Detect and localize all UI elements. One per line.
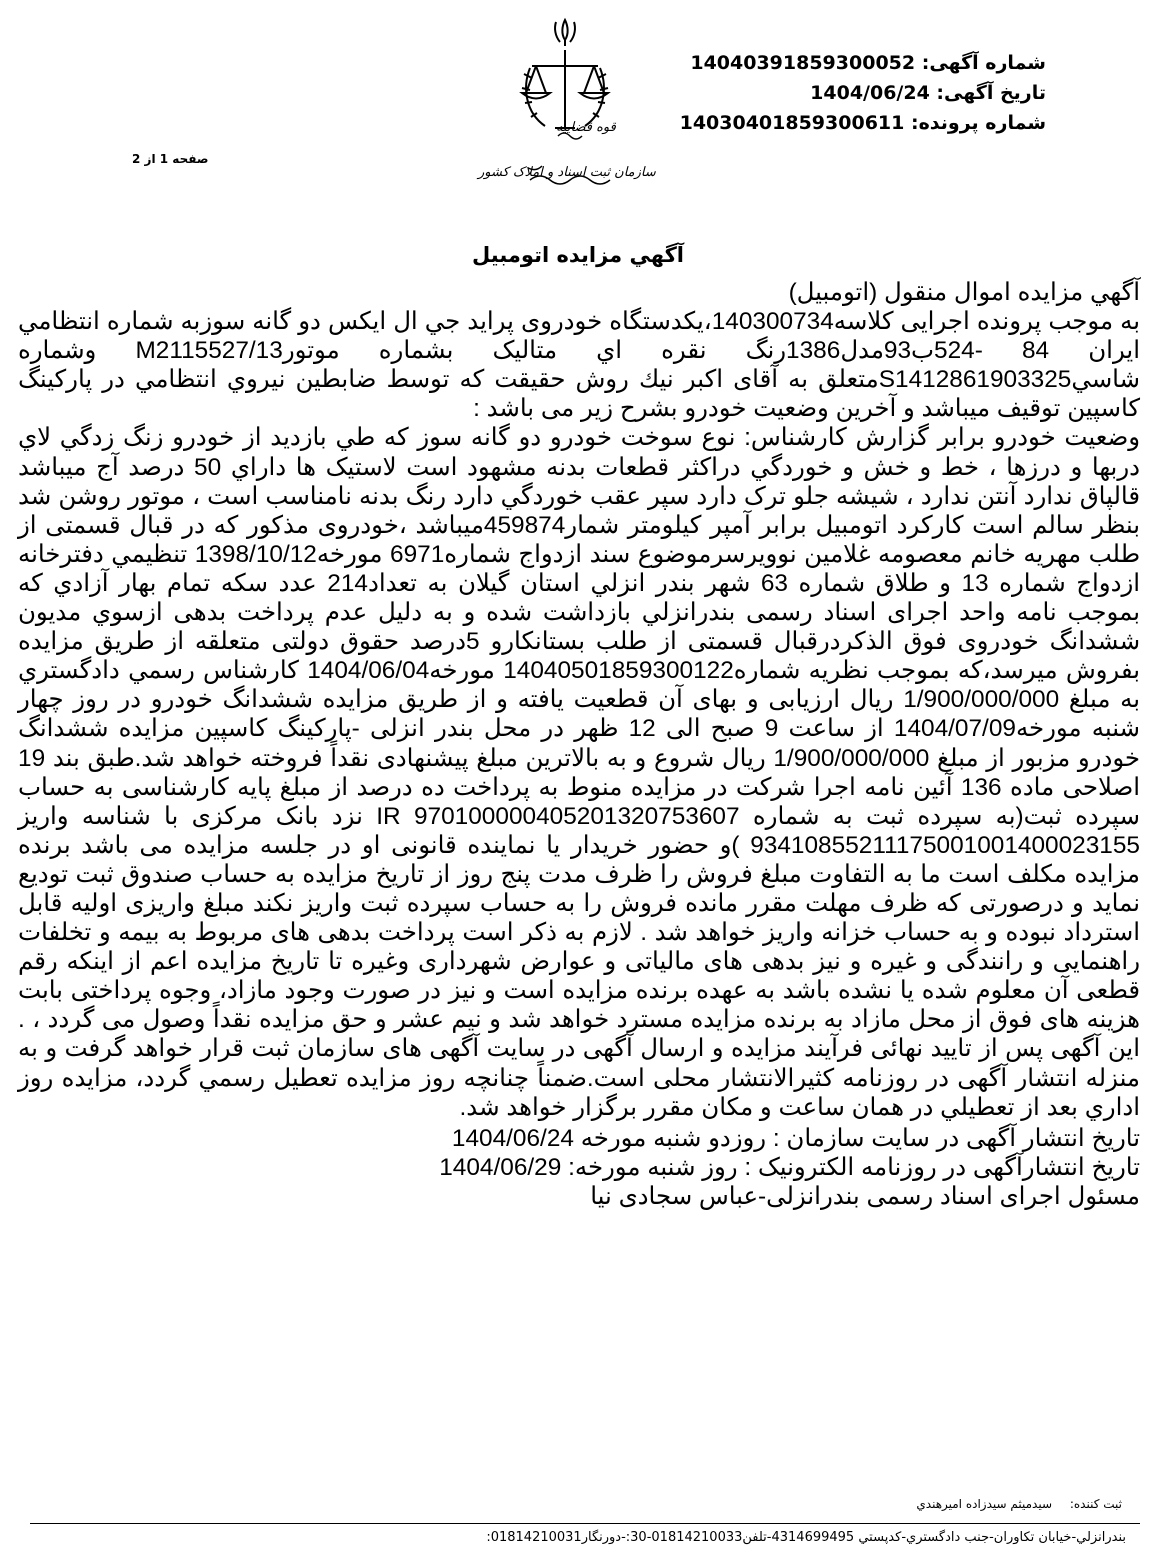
page-indicator: صفحه 1 از 2 xyxy=(132,152,209,166)
official-line: مسئول اجرای اسناد رسمی بندرانزلی-عباس سجادی نیا xyxy=(590,1182,1140,1210)
footer-divider xyxy=(30,1523,1140,1524)
emblem-caption-2: سازمان ثبت اسناد و املاک کشور xyxy=(478,165,656,180)
registrar-name: سیدمیثم سیدزاده امیرهندي xyxy=(916,1497,1053,1511)
ad-meta-block xyxy=(680,48,1046,138)
publish-site-line: تاریخ انتشار آگهی در سایت سازمان : روزدو شنبه مورخه 1404/06/24 xyxy=(451,1124,1140,1152)
page-title: آگهي مزايده اتومبيل xyxy=(472,243,684,267)
ad-number-value: 14040391859300052 xyxy=(690,52,916,74)
ad-number-row xyxy=(680,48,1046,78)
ad-date-row xyxy=(680,78,1046,108)
footer-address: بندرانزلي-خيابان تكاوران-جنب دادگستري-كدپستي 4314699495-تلفن01814210033-30:-دورنگار01814210031: xyxy=(486,1530,1126,1545)
publication-info xyxy=(18,1124,1140,1211)
publish-newspaper-line: تاریخ انتشارآگهی در روزنامه الکترونیک : روز شنبه مورخه: 1404/06/29 xyxy=(439,1153,1140,1181)
case-number-row xyxy=(680,108,1046,138)
notice-subtitle: آگهي مزايده اموال منقول (اتومبيل) xyxy=(788,279,1140,306)
registrar-line xyxy=(902,1497,1122,1511)
notice-paragraph: به موجب پرونده اجرایی کلاسه140300734،یکدستگاه خودروی پراید جي ال ايكس دو گانه سوزبه شماره انتظامي ايران 84 -524ب93مدل1386رنگ نقره اي متاليک بشماره موتورM2115527/13 وشماره شاسيS1412861903325متعلق به آقای اکبر نیك روش حقیقت که توسط ضابطین نيروي انتظامي در پارکینگ کاسپین توقیف میباشد و آخرین وضعیت خودرو بشرح زیر می باشد : xyxy=(18,308,1140,423)
ad-date-value: 1404/06/24 xyxy=(810,82,930,104)
ad-number-label: شماره آگهی: xyxy=(921,52,1046,74)
registrar-label: ثبت کننده: xyxy=(1069,1497,1122,1511)
ad-date-label: تاریخ آگهی: xyxy=(936,82,1046,104)
notice-body xyxy=(18,278,1140,1211)
notice-paragraph: وضعیت خودرو برابر گزارش کارشناس: نوع سوخت خودرو دو گانه سوز كه طي بازديد از خودرو زنگ زدگي لاي دربها و درزها ، خط و خش و خوردگي دراكثر قطعات بدنه مشهود است لاستيک ها داراي 50 درصد آج ميباشد قالپاق ندارد آنتن ندارد ، شيشه جلو ترک دارد سپر عقب خوردگي دارد رنگ بدنه نامناسب است ، موتور روشن شد بنظر سالم است كاركرد اتومبيل برابر آمپر كيلومتر شمار459874ميباشد ،خودروی مذکور که در قبال قسمتی از طلب مهریه خانم معصومه غلامين نوويرسرموضوع سند ازدواج شماره6971 مورخه1398/10/12 تنظيمي دفترخانه ازدواج شماره 13 و طلاق شماره 63 شهر بندر انزلي استان گيلان به تعداد214 عدد سكه تمام بهار آزادي كه بموجب نامه واحد اجرای اسناد رسمی بندرانزلي بازداشت شده و به دلیل عدم پرداخت بدهی ازسوي مديون ششدانگ خودروی فوق الذکردرقبال قسمتی از طلب بستانکارو 5درصد حقوق دولتی متعلقه از طریق مزایده بفروش میرسد،که بموجب نظریه شماره14040501859300122 مورخه1404/06/04 کارشناس رسمي دادگستري به مبلغ 1/900/000/000 ريال ارزيابی و بهای آن قطعيت يافته و از طريق مزايده ششدانگ خودرو در روز چهار شنبه مورخه1404/07/09 از ساعت 9 صبح الی 12 ظهر در محل بندر انزلی -پارکینگ کاسپین مزايده ششدانگ خودرو مزبور از مبلغ 1/900/000/000 ريال شروع و به بالاترين مبلغ پیشنهادی نقداً فروخته خواهد شد.طبق بند 19 اصلاحی ماده 136 آئین نامه اجرا شرکت در مزايده منوط به پرداخت ده درصد از مبلغ پايه کارشناسی به حساب سپرده ثبت(به سپرده ثبت به شماره IR 970100000405201320753607 نزد بانک مرکزی با شناسه واریز 93410855211175001001400023155 )و حضور خريدار يا نماينده قانونی او در جلسه مزايده می باشد برنده مزايده مکلف است ما به التفاوت مبلغ فروش را ظرف مدت پنج روز از تاريخ مزايده به حساب صندوق ثبت توديع نمايد و درصورتی که ظرف مهلت مقرر مانده فروش را به حساب سپرده ثبت واريز نکند مبلغ واريزی اوليه قابل استرداد نبوده و به حساب خزانه واريز خواهد شد . لازم به ذکر است پرداخت بدهی های مربوط به بیمه و تخلفات راهنمایی و رانندگی و غیره و نیز بدهی های مالیاتی و عوارض شهرداری وغیره تا تاریخ مزایده اعم از اینکه رقم قطعی آن معلوم شده یا نشده باشد به عهده برنده مزایده است و نیز در صورت وجود مازاد، وجوه پرداختی بابت هزینه های فوق از محل مازاد به برنده مزایده مسترد خواهد شد و نیم عشر و حق مزایده نقداً وصول می گردد ، . این آگهی پس از تایید نهائی فرآیند مزایده و ارسال آگهی در سایت آگهی های سازمان ثبت قرار خواهد گرفت و به منزله انتشار آگهی در روزنامه کثیرالانتشار محلی است.ضمناً چنانچه روز مزايده تعطيل رسمي گردد، مزايده روز اداري بعد از تعطيلي در همان ساعت و مكان مقرر برگزار خواهد شد. xyxy=(18,424,1141,1121)
case-number-label: شماره پرونده: xyxy=(910,112,1046,134)
case-number-value: 14030401859300611 xyxy=(679,112,905,134)
emblem-caption: قوه قضاییه xyxy=(556,120,616,135)
